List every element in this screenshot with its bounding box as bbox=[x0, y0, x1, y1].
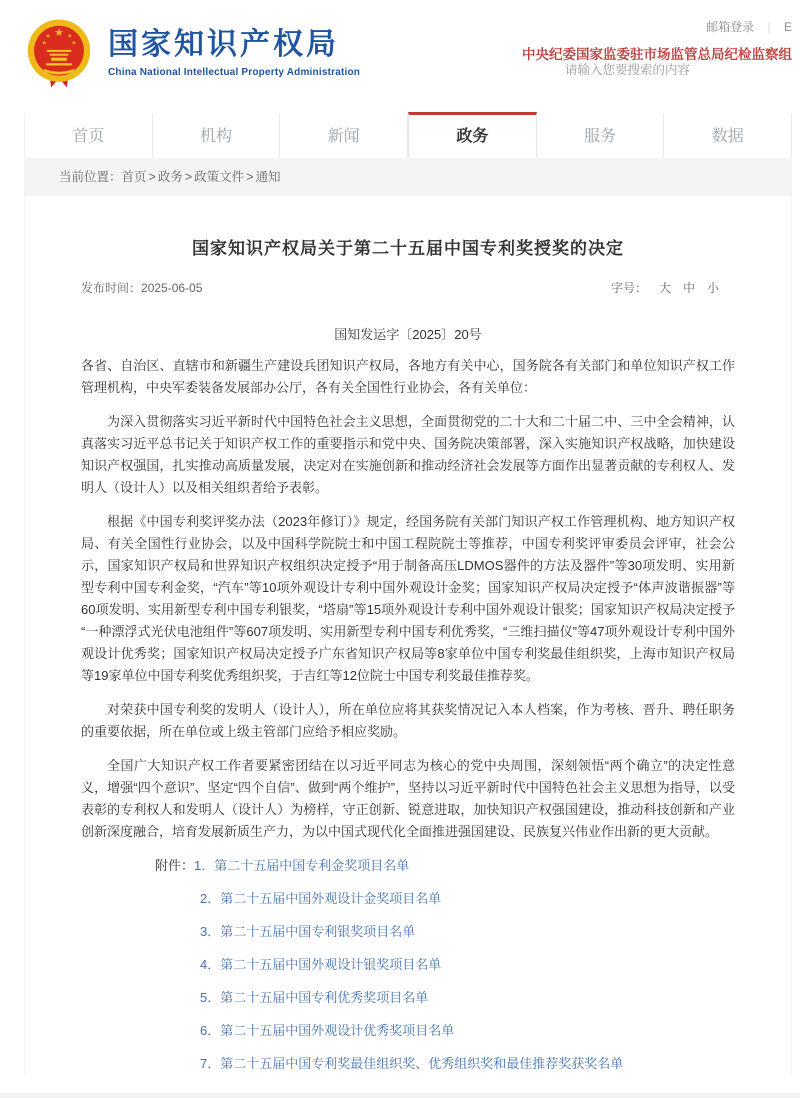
nav-tab-services-label: 服务 bbox=[584, 128, 617, 145]
publish-date bbox=[81, 279, 202, 296]
breadcrumb-separator: > bbox=[184, 170, 193, 184]
site-name: 国家知识产权局 bbox=[108, 28, 339, 62]
attachment-link-6[interactable]: 6．第二十五届中国外观设计优秀奖项目名单 bbox=[200, 1023, 455, 1038]
attachment-link-4[interactable]: 4．第二十五届中国外观设计银奖项目名单 bbox=[200, 957, 442, 972]
attachment-row bbox=[155, 987, 735, 1009]
site-header bbox=[0, 0, 800, 112]
nav-tab-government-affairs[interactable] bbox=[408, 112, 537, 158]
font-size-small-button[interactable]: 小 bbox=[706, 281, 719, 295]
nav-tab-data[interactable] bbox=[664, 112, 792, 158]
nav-tab-news[interactable] bbox=[280, 112, 408, 158]
breadcrumb-label: 当前位置： bbox=[59, 170, 122, 184]
breadcrumb-item-home[interactable]: 首页 bbox=[121, 170, 147, 184]
font-size-medium-button[interactable]: 中 bbox=[682, 281, 695, 295]
attachments-list bbox=[81, 855, 735, 1075]
attachment-row bbox=[155, 1053, 735, 1075]
article bbox=[25, 234, 791, 1075]
top-links bbox=[522, 18, 792, 35]
nav-tab-government-affairs-label: 政务 bbox=[456, 128, 489, 145]
breadcrumb-item-government-affairs[interactable]: 政务 bbox=[157, 170, 183, 184]
nav-tab-organization[interactable] bbox=[153, 112, 281, 158]
svg-text:★: ★ bbox=[54, 26, 64, 39]
attachment-link-2[interactable]: 2．第二十五届中国外观设计金奖项目名单 bbox=[200, 891, 442, 906]
svg-text:★: ★ bbox=[71, 40, 77, 47]
publish-date-label: 发布时间： bbox=[81, 281, 142, 295]
attachment-row bbox=[155, 1020, 735, 1042]
attachment-row bbox=[155, 855, 735, 877]
breadcrumb-item-notice[interactable]: 通知 bbox=[255, 170, 281, 184]
breadcrumb-separator: > bbox=[246, 170, 254, 184]
publish-date-value: 2025-06-05 bbox=[141, 281, 203, 295]
discipline-inspection-link[interactable]: 中央纪委国家监委驻市场监管总局纪检监察组 bbox=[522, 47, 792, 62]
footer-divider bbox=[0, 1093, 800, 1098]
english-link[interactable]: E bbox=[783, 20, 792, 34]
paragraph-body: 根据《中国专利奖评奖办法（2023年修订）》规定，经国务院有关部门知识产权工作管理机构、地方知识产权局、有关全国性行业协会，以及中国科学院院士和中国工程院院士等推荐，中国专利奖评审委员会评审，社会公示，国家知识产权局和世界知识产权组织决定授予“用于制备高压LDMOS器件的方法及器件”等30项发明、实用新型专利中国专利金奖，“汽车”等10项外观设计专利中国外观设计金奖；国家知识产权局决定授予“体声波谐振器”等60项发明、实用新型专利中国专利银奖，“塔扇”等15项外观设计专利中国外观设计银奖；国家知识产权局决定授予“一种漂浮式光伏电池组件”等607项发明、实用新型专利中国专利优秀奖，“三维扫描仪”等47项外观设计专利中国外观设计优秀奖；国家知识产权局决定授予广东省知识产权局等8家单位中国专利奖最佳组织奖，上海市知识产权局等19家单位中国专利奖优秀组织奖，于吉红等12位院士中国专利奖最佳推荐奖。 bbox=[81, 514, 735, 683]
nav-tab-organization-label: 机构 bbox=[200, 128, 233, 145]
brand-text bbox=[108, 28, 360, 78]
attachment-link-7[interactable]: 7．第二十五届中国专利奖最佳组织奖、优秀组织奖和最佳推荐奖获奖名单 bbox=[200, 1056, 624, 1071]
font-size-label: 字号： bbox=[610, 281, 647, 295]
paragraph-body: 全国广大知识产权工作者要紧密团结在以习近平同志为核心的党中央周围，深刻领悟“两个确立”的决定性意义，增强“四个意识”、坚定“四个自信”、做到“两个维护”，坚持以习近平新时代中国特色社会主义思想为指导，以受表彰的专利权人和发明人（设计人）为榜样，守正创新、锐意进取，加快知识产权强国建设，推动科技创新和产业创新深度融合，培育发展新质生产力，为以中国式现代化全面推进强国建设、民族复兴伟业作出新的更大贡献。 bbox=[81, 758, 735, 839]
breadcrumb bbox=[25, 158, 791, 196]
attachment-row bbox=[155, 921, 735, 943]
svg-text:★: ★ bbox=[67, 33, 73, 40]
font-size-large-button[interactable]: 大 bbox=[658, 281, 671, 295]
search-input[interactable] bbox=[565, 58, 800, 82]
nav-tab-news-label: 新闻 bbox=[327, 128, 360, 145]
svg-text:★: ★ bbox=[41, 40, 47, 47]
attachment-row bbox=[155, 954, 735, 976]
site-name-english: China National Intellectual Property Administration bbox=[108, 66, 361, 78]
attachment-link-3[interactable]: 3．第二十五届中国专利银奖项目名单 bbox=[200, 924, 416, 939]
attachments-label: 附件： bbox=[155, 858, 195, 873]
paragraph-body: 为深入贯彻落实习近平新时代中国特色社会主义思想，全面贯彻党的二十大和二十届二中、三中全会精神，认真落实习近平总书记关于知识产权工作的重要指示和党中央、国务院决策部署，深入实施知识产权战略，加快建设知识产权强国，扎实推动高质量发展，决定对在实施创新和推动经济社会发展等方面作出显著贡献的专利权人、发明人（设计人）以及相关组织者给予表彰。 bbox=[81, 414, 735, 495]
content-container bbox=[24, 158, 792, 1075]
main-nav bbox=[24, 112, 792, 158]
article-title: 国家知识产权局关于第二十五届中国专利奖授奖的决定 bbox=[192, 239, 624, 258]
article-meta bbox=[81, 279, 735, 296]
nav-tab-data-label: 数据 bbox=[711, 128, 744, 145]
paragraph-body: 对荣获中国专利奖的发明人（设计人），所在单位应将其获奖情况记入本人档案，作为考核、晋升、聘任职务的重要依据，所在单位或上级主管部门应给予相应奖励。 bbox=[81, 702, 735, 739]
font-size-controls bbox=[611, 279, 719, 296]
attachment-link-5[interactable]: 5．第二十五届中国专利优秀奖项目名单 bbox=[200, 990, 429, 1005]
attachment-row bbox=[155, 888, 735, 910]
top-links-separator: | bbox=[767, 20, 771, 34]
national-emblem-icon bbox=[20, 13, 98, 93]
attachment-link-1[interactable]: 1．第二十五届中国专利金奖项目名单 bbox=[194, 858, 410, 873]
document-number: 国知发运字〔2025〕20号 bbox=[334, 327, 482, 342]
breadcrumb-separator: > bbox=[148, 170, 156, 184]
svg-text:★: ★ bbox=[45, 33, 51, 40]
nav-tab-home[interactable] bbox=[24, 112, 153, 158]
nav-tab-home-label: 首页 bbox=[72, 128, 105, 145]
paragraph-addressees: 各省、自治区、直辖市和新疆生产建设兵团知识产权局，各地方有关中心，国务院各有关部门和单位知识产权工作管理机构，中央军委装备发展部办公厅，各有关全国性行业协会，各有关单位： bbox=[81, 358, 735, 395]
site-logo-home-link[interactable] bbox=[20, 13, 360, 93]
breadcrumb-item-policy-documents[interactable]: 政策文件 bbox=[194, 170, 245, 184]
mail-login-link[interactable]: 邮箱登录 bbox=[706, 20, 755, 34]
nav-tab-services[interactable] bbox=[537, 112, 665, 158]
header-right bbox=[522, 18, 792, 63]
